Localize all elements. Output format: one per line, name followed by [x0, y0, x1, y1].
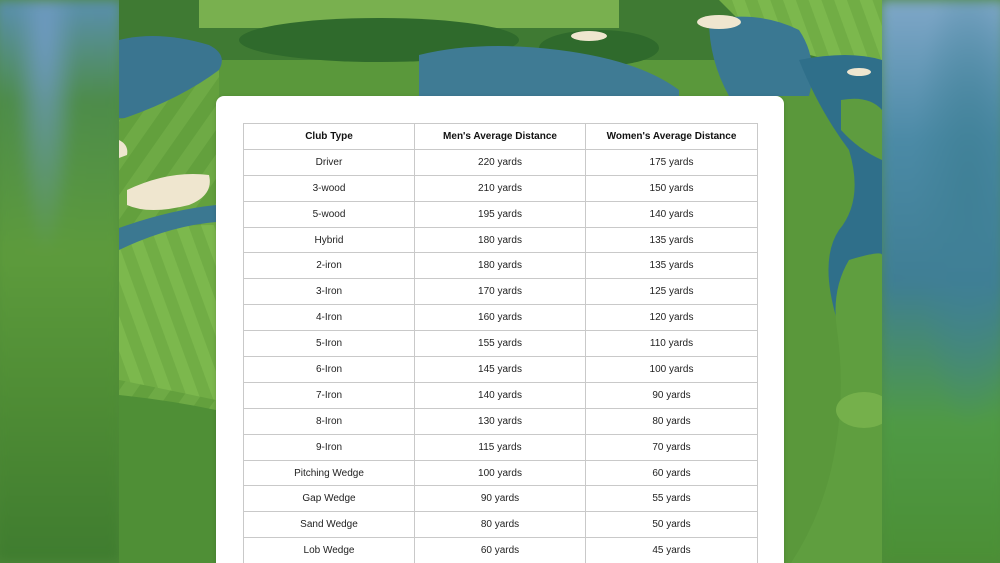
club-type-cell: 9-Iron — [244, 434, 415, 460]
table-row — [244, 538, 758, 563]
table-header-row — [244, 124, 758, 150]
club-type-cell: Lob Wedge — [244, 538, 415, 563]
club-type-cell: Gap Wedge — [244, 486, 415, 512]
club-distance-table — [243, 123, 758, 563]
womens-distance-cell: 60 yards — [586, 460, 758, 486]
mens-distance-cell: 220 yards — [415, 149, 586, 175]
club-type-cell: Sand Wedge — [244, 512, 415, 538]
table-row — [244, 331, 758, 357]
mens-distance-cell: 180 yards — [415, 253, 586, 279]
table-row — [244, 486, 758, 512]
table-row — [244, 357, 758, 383]
mens-distance-cell: 140 yards — [415, 382, 586, 408]
club-type-cell: 3-wood — [244, 175, 415, 201]
table-row — [244, 305, 758, 331]
womens-distance-cell: 150 yards — [586, 175, 758, 201]
table-row — [244, 253, 758, 279]
mens-distance-cell: 180 yards — [415, 227, 586, 253]
womens-distance-cell: 55 yards — [586, 486, 758, 512]
table-row — [244, 175, 758, 201]
club-type-cell: Hybrid — [244, 227, 415, 253]
table-row — [244, 201, 758, 227]
mens-distance-cell: 80 yards — [415, 512, 586, 538]
mens-distance-cell: 145 yards — [415, 357, 586, 383]
mens-distance-cell: 210 yards — [415, 175, 586, 201]
header-mens-distance: Men's Average Distance — [415, 124, 586, 150]
club-type-cell: 7-Iron — [244, 382, 415, 408]
club-type-cell: 6-Iron — [244, 357, 415, 383]
club-type-cell: Pitching Wedge — [244, 460, 415, 486]
mens-distance-cell: 170 yards — [415, 279, 586, 305]
womens-distance-cell: 110 yards — [586, 331, 758, 357]
mens-distance-cell: 90 yards — [415, 486, 586, 512]
club-type-cell: 5-wood — [244, 201, 415, 227]
table-row — [244, 434, 758, 460]
womens-distance-cell: 90 yards — [586, 382, 758, 408]
womens-distance-cell: 175 yards — [586, 149, 758, 175]
table-row — [244, 382, 758, 408]
club-type-cell: 3-Iron — [244, 279, 415, 305]
mens-distance-cell: 155 yards — [415, 331, 586, 357]
womens-distance-cell: 50 yards — [586, 512, 758, 538]
table-row — [244, 227, 758, 253]
table-row — [244, 460, 758, 486]
mens-distance-cell: 100 yards — [415, 460, 586, 486]
table-row — [244, 149, 758, 175]
club-type-cell: 2-iron — [244, 253, 415, 279]
womens-distance-cell: 45 yards — [586, 538, 758, 563]
womens-distance-cell: 100 yards — [586, 357, 758, 383]
womens-distance-cell: 80 yards — [586, 408, 758, 434]
table-row — [244, 512, 758, 538]
club-type-cell: 5-Iron — [244, 331, 415, 357]
club-type-cell: 8-Iron — [244, 408, 415, 434]
mens-distance-cell: 60 yards — [415, 538, 586, 563]
womens-distance-cell: 135 yards — [586, 227, 758, 253]
mens-distance-cell: 195 yards — [415, 201, 586, 227]
table-row — [244, 279, 758, 305]
header-womens-distance: Women's Average Distance — [586, 124, 758, 150]
header-club-type: Club Type — [244, 124, 415, 150]
club-type-cell: 4-Iron — [244, 305, 415, 331]
womens-distance-cell: 120 yards — [586, 305, 758, 331]
womens-distance-cell: 70 yards — [586, 434, 758, 460]
blurred-background-left — [0, 0, 122, 563]
club-type-cell: Driver — [244, 149, 415, 175]
blurred-background-right — [880, 0, 1000, 563]
womens-distance-cell: 125 yards — [586, 279, 758, 305]
mens-distance-cell: 115 yards — [415, 434, 586, 460]
table-row — [244, 408, 758, 434]
womens-distance-cell: 140 yards — [586, 201, 758, 227]
womens-distance-cell: 135 yards — [586, 253, 758, 279]
mens-distance-cell: 130 yards — [415, 408, 586, 434]
distance-chart-card — [216, 96, 784, 563]
mens-distance-cell: 160 yards — [415, 305, 586, 331]
